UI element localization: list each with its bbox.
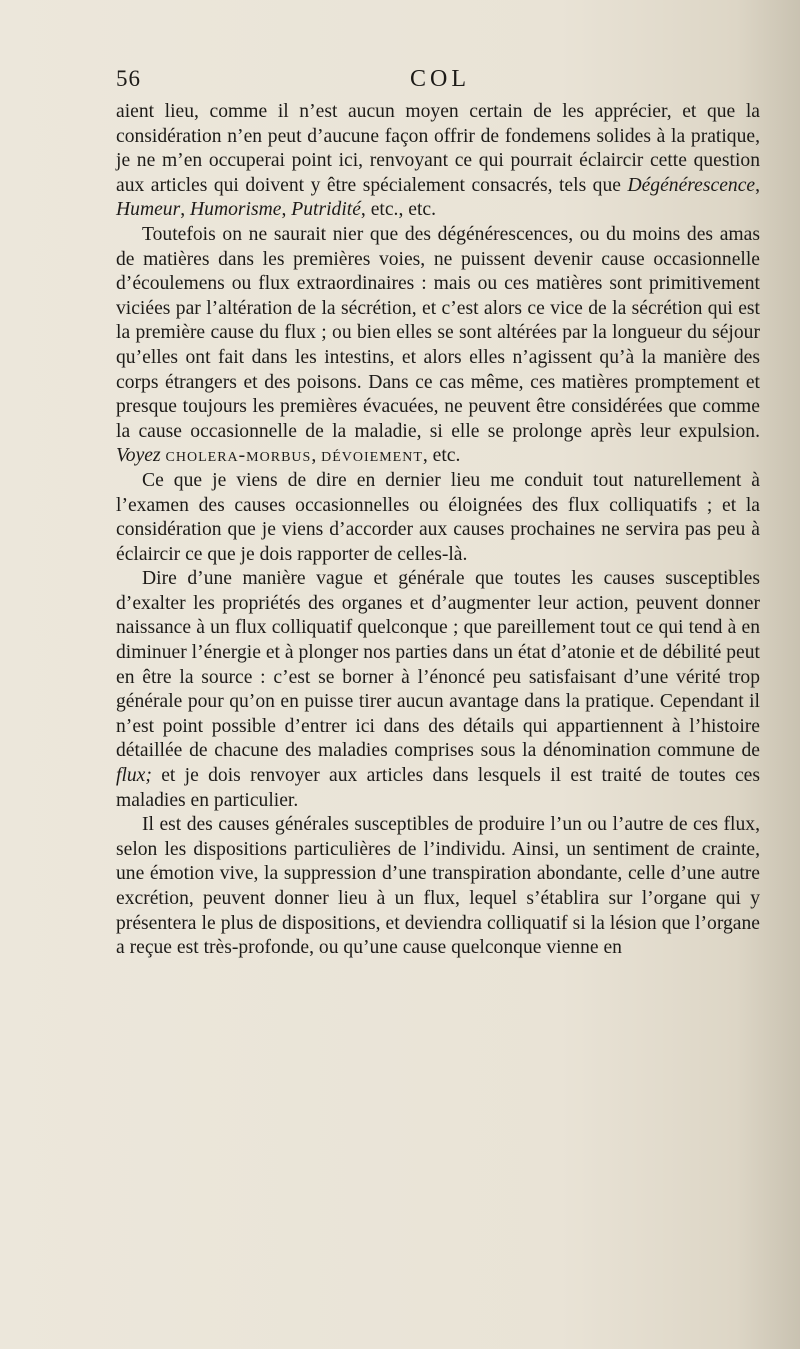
text-run: ,	[755, 174, 760, 196]
text-run: Il est des causes générales susceptibles de produire l’un ou l’autre de ces flux, selon les dispositions particulières de l’individu. Ainsi, un sentiment de crainte, une émotion vive, la suppression d’une transpiration abondante, celle d’une autre excrétion, peuvent donner lieu à un flux, lequel s’établira sur l’organe qui y présentera le plus de dispositions, et deviendra colliquatif si la lésion que l’organe a reçue est très-profonde, ou qu’une cause quelconque vienne en	[116, 814, 760, 959]
small-caps-term: dévoiement	[321, 445, 423, 467]
small-caps-term: cholera-morbus	[165, 445, 312, 467]
paragraph-1	[116, 100, 760, 223]
text-run: aient lieu, comme il n’est aucun moyen certain de les apprécier, et que la considération n’en peut d’aucune façon offrir de fondemens solides à la pratique, je ne m’en occuperai point ici, renvoyant ce qui pourrait éclaircir cette question aux articles qui doivent y être spécialement consacrés, tels que	[116, 101, 760, 196]
text-run: ,	[281, 199, 292, 221]
text-run: Toutefois on ne saurait nier que des dégénérescences, ou du moins des amas de matières dans les premières voies, ne puissent devenir cause occasionnelle d’écoulemens ou flux extraordinaires : mais ou ces matières sont primitivement viciées par l’altération de la sécrétion, et c’est alors ce vice de la sécrétion qui est la première cause du flux ; ou bien elles se sont altérées par la longueur du séjour qu’elles ont fait dans les intestins, et alors elles n’agissent qu’à la manière des corps étrangers et des poisons. Dans ce cas même, ces matières promptement et presque toujours les premières évacuées, ne peuvent être considérées que comme la cause occasionnelle de la maladie, si elle se prolonge après leur expulsion.	[116, 223, 760, 442]
page-number: 56	[116, 66, 141, 91]
italic-term: Putridité	[291, 199, 361, 221]
running-head: COL	[410, 66, 470, 92]
text-run: Ce que je viens de dire en dernier lieu me conduit tout naturellement à l’examen des causes occasionnelles ou éloignées des flux colliquatifs ; et la considération que je viens d’accorder aux causes prochaines ne servira pas peu à éclaircir ce que je dois rapporter de celles-là.	[116, 469, 760, 565]
italic-term: Voyez	[116, 445, 161, 467]
page-header	[116, 66, 764, 100]
italic-term: Humorisme	[190, 199, 282, 221]
text-run: ,	[180, 199, 191, 221]
text-run: , etc., etc.	[360, 199, 436, 221]
italic-term: flux;	[116, 765, 152, 787]
body-text	[116, 100, 760, 961]
italic-term: Dégénérescence	[627, 174, 756, 196]
text-run: , etc.	[422, 445, 461, 467]
paragraph-5	[116, 813, 760, 961]
paragraph-3	[116, 469, 760, 567]
paragraph-2	[116, 223, 760, 469]
text-run: ,	[311, 445, 322, 467]
italic-term: Humeur	[116, 199, 181, 221]
paragraph-4	[116, 567, 760, 813]
text-run: et je dois renvoyer aux articles dans lesquels il est traité de toutes ces maladies en particulier.	[116, 765, 760, 811]
text-run: Dire d’une manière vague et générale que toutes les causes susceptibles d’exalter les propriétés des organes et d’augmenter leur action, peuvent donner naissance à un flux colliquatif quelconque ; que pareillement tout ce qui tend à en diminuer l’énergie et à plonger nos parties dans un état d’atonie et de débilité peut en être la source : c’est se borner à l’énoncé peu satisfaisant d’une vérité trop générale pour qu’on en puisse tirer aucun avantage dans la pratique. Cependant il n’est point possible d’entrer ici dans des détails qui appartiennent à l’histoire détaillée de chacune des maladies comprises sous la dénomination commune de	[116, 568, 760, 762]
